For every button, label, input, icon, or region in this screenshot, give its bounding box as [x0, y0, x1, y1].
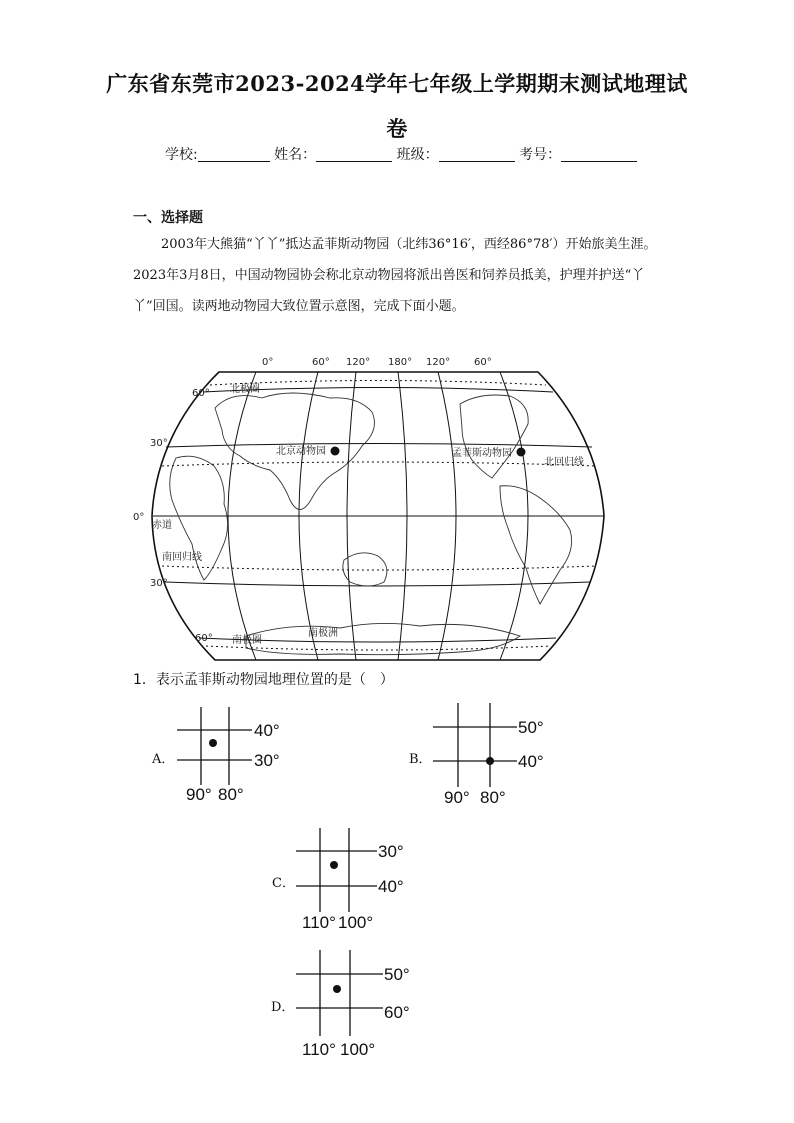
tropic-capricorn-label: 南回归线 — [162, 552, 202, 563]
lat-label-30n: 30° — [150, 438, 168, 449]
option-c-lon-right: 100° — [338, 913, 374, 932]
beijing-zoo-label: 北京动物园 — [276, 446, 326, 457]
option-b-lat-top: 50° — [518, 718, 544, 737]
class-label: 班级： — [396, 147, 439, 163]
lon-label-60e: 60° — [312, 357, 330, 368]
option-a-point — [209, 739, 217, 747]
option-a-lat-top: 40° — [254, 721, 280, 740]
antarctic-circle-label: 南极圈 — [232, 635, 262, 646]
option-c-grid — [296, 828, 377, 912]
lon-label-180: 180° — [388, 357, 413, 368]
option-d-lat-top: 50° — [384, 965, 410, 984]
lat-label-60n: 60° — [192, 388, 210, 399]
tropic-cancer-label: 北回归线 — [544, 457, 584, 468]
option-d-letter[interactable]: D． — [271, 1000, 295, 1015]
beijing-zoo-marker — [331, 447, 340, 456]
question-passage: 2003年大熊猫“丫丫”抵达孟菲斯动物园（北纬36°16′，西经86°78′）开始旅美生涯。2023年3月8日，中国动物园协会称北京动物园将派出兽医和饲养员抵美，护理并护送“丫丫”回国。读两地动物园大致位置示意图，完成下面小题。 — [133, 237, 657, 314]
option-d-lat-bottom: 60° — [384, 1003, 410, 1022]
option-d-lon-right: 100° — [340, 1040, 376, 1059]
option-c-lat-bottom: 40° — [378, 877, 404, 896]
lon-label-60w: 60° — [474, 357, 492, 368]
option-a-lat-bottom: 30° — [254, 751, 280, 770]
id-label: 考号： — [519, 147, 562, 163]
section-heading: 一、选择题 — [133, 210, 203, 226]
question-1-stem: 1．表示孟菲斯动物园地理位置的是（ ） — [133, 672, 394, 688]
name-label: 姓名： — [274, 147, 317, 163]
arctic-circle-label: 北极圈 — [230, 384, 260, 395]
option-d-lon-left: 110° — [302, 1040, 336, 1059]
map-top-labels — [262, 357, 492, 368]
world-map — [133, 357, 604, 660]
option-c-lon-left: 110° — [302, 913, 336, 932]
antarctica-label: 南极洲 — [308, 628, 338, 639]
lat-label-60s: 60° — [195, 633, 213, 644]
page-title-continued: 卷 — [386, 116, 408, 141]
option-c-point — [330, 861, 338, 869]
option-d-grid — [296, 950, 383, 1036]
school-label: 学校: — [165, 147, 198, 163]
option-a-grid — [177, 707, 252, 785]
option-b-lon-right: 80° — [480, 788, 506, 807]
option-c-letter[interactable]: C． — [272, 876, 295, 891]
continent-outlines — [170, 393, 572, 655]
memphis-zoo-marker — [517, 448, 526, 457]
option-b-lon-left: 90° — [444, 788, 470, 807]
lat-label-0: 0° — [133, 512, 145, 523]
lon-label-120e: 120° — [346, 357, 371, 368]
option-b-lat-bottom: 40° — [518, 752, 544, 771]
option-a-lon-right: 80° — [218, 785, 244, 804]
option-b-point — [486, 757, 494, 765]
lon-label-120w: 120° — [426, 357, 451, 368]
option-a-lon-left: 90° — [186, 785, 212, 804]
option-b-letter[interactable]: B． — [409, 752, 432, 767]
equator-label: 赤道 — [152, 520, 172, 531]
option-b-grid — [433, 703, 517, 787]
lat-label-30s: 30° — [150, 578, 168, 589]
lon-label-0: 0° — [262, 357, 274, 368]
memphis-zoo-label: 孟菲斯动物园 — [452, 448, 512, 459]
option-a-letter[interactable]: A． — [152, 752, 175, 767]
option-c-lat-top: 30° — [378, 842, 404, 861]
page-title: 广东省东莞市2023-2024学年七年级上学期期末测试地理试 — [106, 71, 688, 96]
option-d-point — [333, 985, 341, 993]
